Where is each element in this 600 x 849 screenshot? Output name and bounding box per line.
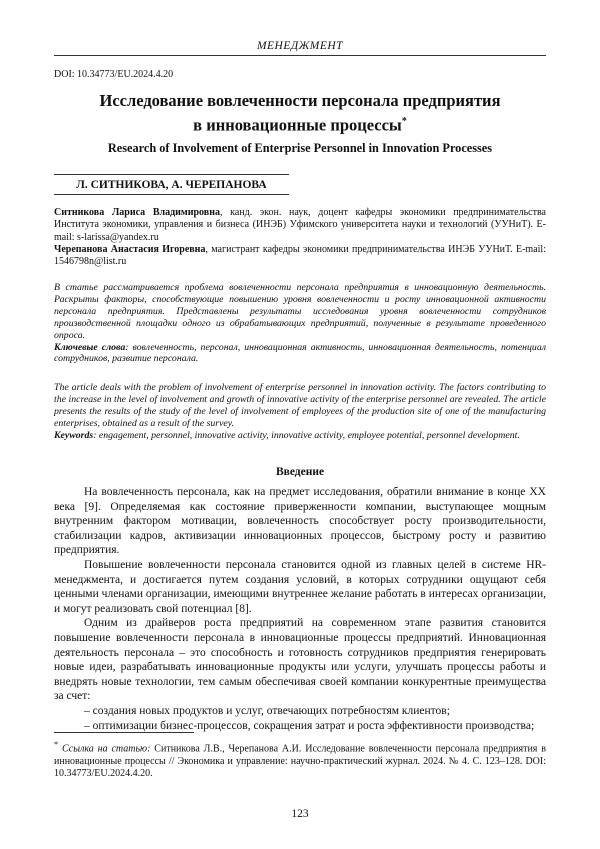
list-item: – оптимизации бизнес-процессов, сокращения затрат и роста эффективности производства;	[84, 719, 535, 732]
affiliations	[54, 207, 546, 268]
author-details-1: , канд. экон. наук, доцент кафедры экономики предпринимательства Института экономики, управления и бизнеса (ИНЭБ) Уфимского университета науки и технологий (УУНиТ). E-mail: s-larissa@yandex.ru	[54, 207, 546, 243]
keywords-en-label: Keywords	[54, 429, 94, 441]
section-title: Введение	[275, 466, 325, 478]
abstract-ru-text: В статье рассматривается проблема вовлеченности персонала предприятия в инновационную деятельность. Раскрыты факторы, способствующие повышению уровня вовлеченности и росту инновационной активности персонала предприятия. Представлены результаты исследования уровня вовлеченности сотрудников производственной площадки одного из обрабатывающих предприятий, полученные в результате проведенного опроса.	[54, 282, 546, 341]
page-number: 123	[291, 808, 309, 820]
author-name-2: Черепанова Анастасия Игоревна	[54, 243, 206, 255]
keywords-ru-text: : вовлеченность, персонал, инновационная активность, инновационная деятельность, потенциал сотрудников, развитие персонала.	[54, 341, 546, 365]
footnote	[54, 739, 546, 781]
footnote-label: Ссылка на статью:	[62, 743, 151, 755]
footnote-text: Ситникова Л.В., Черепанова А.И. Исследование вовлеченности персонала предприятия в инновационные процессы // Экономика и управление: научно-практический журнал. 2024. № 4. С. 123–128. DOI: 10.34773/EU.2024.4.20.	[54, 743, 546, 780]
title-ru-line1: Исследование вовлеченности персонала предприятия	[99, 91, 501, 110]
abstract-en-text: The article deals with the problem of involvement of enterprise personnel in innovation activity. The factors contributing to the increase in the level of involvement and growth of innovative activity of the enterprise personnel are revealed. The article presents the results of the study of the level of involvement of employees of the production site of one of the manufacturing enterprises, obtained as a result of the survey.	[54, 382, 546, 429]
affiliation-2	[54, 244, 546, 269]
title-ru	[54, 90, 546, 136]
title-ru-line2: в инновационные процессы	[193, 115, 402, 135]
paragraph: Одним из драйверов роста предприятий на современном этапе развития становится повышение вовлеченности персонала в инновационные процессы предприятий. Инновационная деятельность персонала – это способность и готовность сотрудников предприятия генерировать новые идеи, разрабатывать инновационные продукты или услуги, улучшать процессы работы и внедрять новые технологии, тем самым обеспечивая своей компании конкурентные преимущества за счет:	[54, 617, 546, 703]
author-name-1: Ситникова Лариса Владимировна	[54, 207, 220, 218]
footnote-mark: *	[54, 740, 59, 749]
running-head: МЕНЕДЖМЕНТ	[54, 40, 546, 56]
keywords-ru	[54, 342, 546, 366]
keywords-en	[54, 430, 546, 442]
keywords-en-text: : engagement, personnel, innovative activity, innovative activity, employee potential, personnel development.	[93, 429, 520, 441]
title-footnote-mark: *	[401, 116, 407, 127]
keywords-ru-label: Ключевые слова	[54, 341, 126, 353]
affiliation-1	[54, 207, 546, 244]
doi: DOI: 10.34773/EU.2024.4.20	[54, 69, 174, 80]
paragraph: Повышение вовлеченности персонала становится одной из главных целей в системе HR-менеджмента, и достигается путем создания условий, в которых сотрудники ощущают себя ценными членами организации, имеющими внутреннее желание работать в интересах организации, и могут реализовать свой потенциал [8].	[54, 558, 546, 615]
paragraph: На вовлеченность персонала, как на предмет исследования, обратили внимание в конце XX века [9]. Определяемая как состояние приверженности компании, выступающее мощным внутренним фактором мотивации, вовлеченность способствует росту производительности, стабилизации кадров, активизации инновационных процессов, быстрому росту и развитию предприятия.	[54, 486, 546, 557]
title-en: Research of Involvement of Enterprise Personnel in Innovation Processes	[107, 141, 493, 155]
abstract-en	[54, 382, 546, 442]
list-item: – создания новых продуктов и услуг, отвечающих потребностям клиентов;	[84, 704, 450, 717]
abstract-ru	[54, 282, 546, 365]
author-details-2: , магистрант кафедры экономики предпринимательства ИНЭБ УУНиТ. E-mail: 1546798n@list.ru	[54, 243, 546, 268]
authors: Л. СИТНИКОВА, А. ЧЕРЕПАНОВА	[54, 174, 289, 195]
footnote-divider	[54, 732, 194, 733]
body-text	[54, 485, 546, 733]
